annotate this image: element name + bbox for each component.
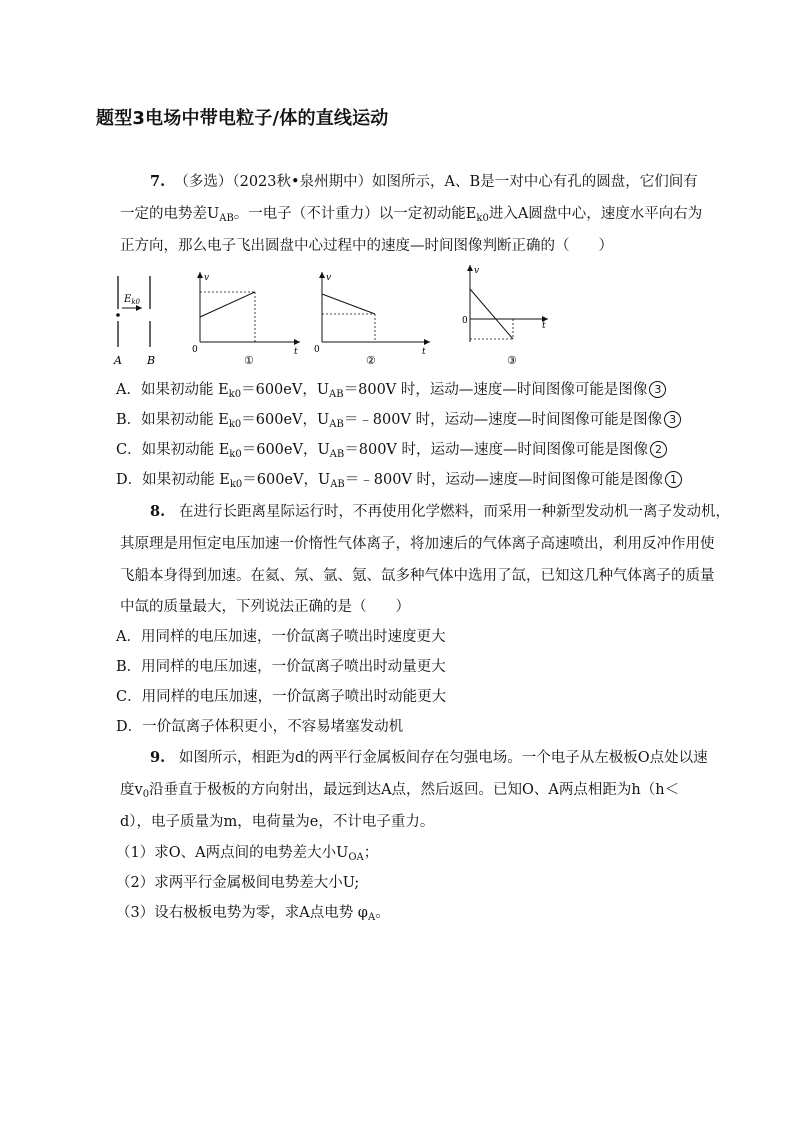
q9-line-3: d），电子质量为m，电荷量为e，不计电子重力。 [120,814,435,830]
q8-number: 8. [150,503,166,520]
plates-diagram [113,276,155,367]
circled-number: 3 [649,381,666,398]
q7-option-d: D．如果初动能 $E_{k0}=600eV$，$U_{AB}=﹣800V$ 时，运动—速度—时间图像可能是图像 1 [116,470,682,490]
q9-subquestion-3: （3）设右极板电势为零，求A点电势 $\varphi_A$。 [116,905,390,923]
graph-3-t-label: t [542,321,546,331]
q7-number: 7. [150,173,166,190]
graph-1-line [200,292,255,317]
q7-option-a: A．如果初动能 $E_{k0}=600eV$，$U_{AB}=800V$ 时，运动—速度—时间图像可能是图像 3 [116,380,666,400]
q8-option-b: B．用同样的电压加速，一价氙离子喷出时动量更大 [116,659,446,675]
q9-line-2: 度$v_0$沿垂直于极板的方向射出，最远到达A点，然后返回。已知O、A两点相距为h（h＜ [120,782,680,800]
circled-number: 2 [650,441,667,458]
graph-3-line [470,289,513,339]
graph-2-line [322,294,375,314]
q8-option-a: A．用同样的电压加速，一价氙离子喷出时速度更大 [116,629,446,645]
q9-line-1: 9. 如图所示，相距为d的两平行金属板间存在匀强电场。一个电子从左极板O点处以速 [150,749,708,766]
graph-1-label: ① [244,354,254,367]
graph-3-origin: 0 [462,316,468,326]
graph-3-v-label: v [474,266,480,276]
q8-line-3: 飞船本身得到加速。在氦、氖、氩、氪、氙多种气体中选用了氙，已知这几种气体离子的质量 [120,568,715,584]
q7-text-2b: 。一电子（不计重力）以一定初动能E [233,206,477,222]
ek-label: $E_{k0}$ [124,294,141,306]
q7-option-c: C．如果初动能 $E_{k0}=600eV$，$U_{AB}=800V$ 时，运动—速度—时间图像可能是图像 2 [116,440,667,460]
q8-line-4: 中氙的质量最大，下列说法正确的是（ ） [120,599,410,615]
graph-2-v-label: v [326,273,332,283]
section-title: 题型3电场中带电粒子/体的直线运动 [96,108,389,129]
q7-text-2c: 进入A圆盘中心，速度水平向右为 [488,206,703,222]
graph-3 [462,265,548,367]
graph-3-label: ③ [507,354,517,367]
q8-option-d: D．一价氙离子体积更小，不容易堵塞发动机 [116,719,404,735]
circled-number: 1 [665,471,682,488]
q7-line-1 [150,172,698,192]
q9-number: 9. [150,749,166,766]
graph-2-label: ② [366,354,376,367]
plate-b-label: B [147,354,156,367]
graph-2 [314,272,430,367]
q8-line-1: 8. 在进行长距离星际运行时，不再使用化学燃料，而采用一种新型发动机一离子发动机， [150,503,730,520]
q8-line-2: 其原理是用恒定电压加速一价惰性气体离子，将加速后的气体离子高速喷出，利用反冲作用使 [120,536,715,552]
graph-1-v-label: v [204,273,210,283]
q7-figure [100,262,570,372]
electron-dot [116,313,120,317]
q9-subquestion-1: （1）求O、A两点间的电势差大小$U_{OA}$； [116,845,379,863]
graph-2-origin: 0 [314,345,320,355]
q8-option-c: C．用同样的电压加速，一价氙离子喷出时动能更大 [116,689,447,705]
graph-1 [192,272,300,367]
graph-1-origin: 0 [192,345,198,355]
graph-1-t-label: t [294,347,298,357]
circled-number: 3 [664,411,681,428]
q7-sub-ab: AB [219,213,234,224]
q9-subquestion-2: （2）求两平行金属极间电势差大小U; [116,875,360,891]
q7-text-2a: 一定的电势差U [120,206,220,222]
q7-line-3: 正方向，那么电子飞出圆盘中心过程中的速度—时间图像判断正确的（ ） [120,238,613,254]
plate-a-label: A [114,354,122,367]
graph-2-t-label: t [422,347,426,357]
q7-line-2 [120,204,702,224]
q7-sub-k0: k0 [476,213,489,224]
q7-option-b: B．如果初动能 $E_{k0}=600eV$，$U_{AB}=﹣800V$ 时，运动—速度—时间图像可能是图像 3 [116,410,681,430]
q7-text-1: （多选）（2023秋•泉州期中）如图所示，A、B是一对中心有孔的圆盘，它们间有 [174,174,698,190]
